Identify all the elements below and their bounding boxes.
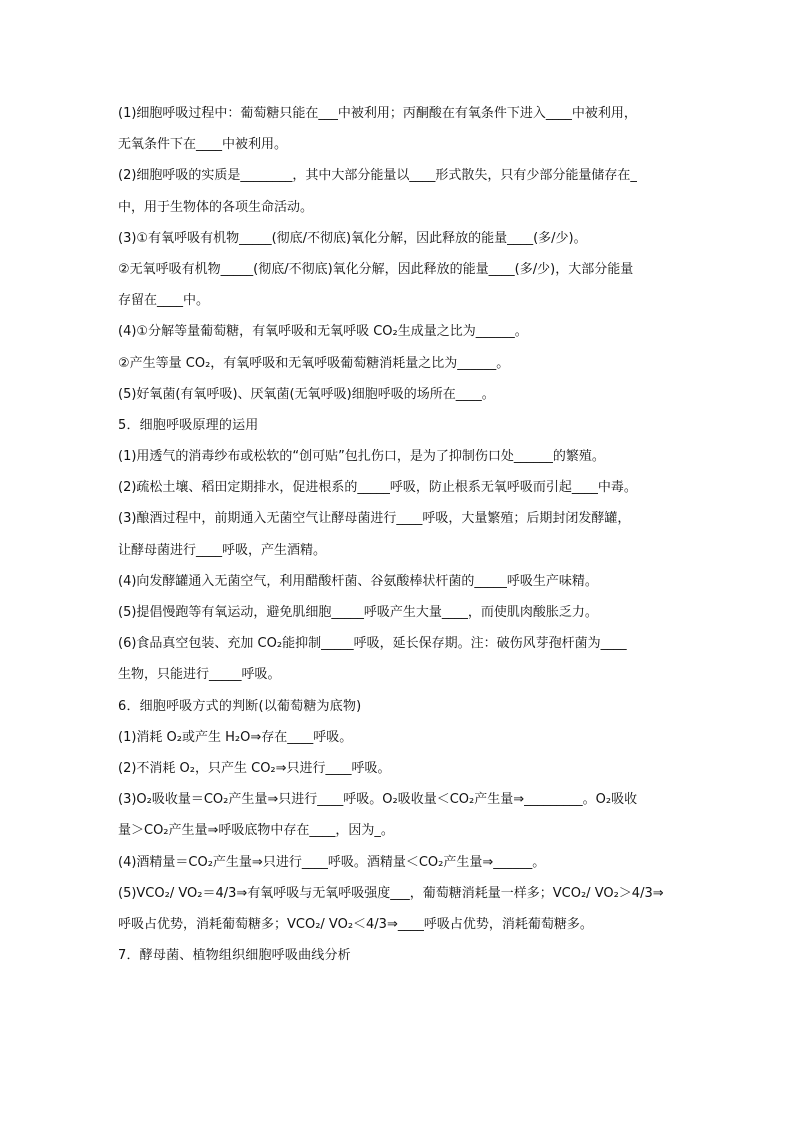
text-line: 存留在____中。 xyxy=(118,293,210,309)
text-line: 量＞CO₂产生量⇒呼吸底物中存在____，因为_。 xyxy=(118,823,394,839)
text-line: (5)VCO₂/ VO₂＝4/3⇒有氧呼吸与无氧呼吸强度___，葡萄糖消耗量一样多；VCO₂/ VO₂＞4/3⇒ xyxy=(118,885,664,901)
text-line: (4)向发酵罐通入无菌空气，利用醋酸杆菌、谷氨酸棒状杆菌的_____呼吸生产味精。 xyxy=(118,573,598,589)
text-line: ②无氧呼吸有机物_____(彻底/不彻底)氧化分解，因此释放的能量____(多/少)，大部分能量 xyxy=(118,261,634,277)
text-line: 让酵母菌进行____呼吸，产生酒精。 xyxy=(118,542,327,558)
text-line: ②产生等量 CO₂，有氧呼吸和无氧呼吸葡萄糖消耗量之比为______。 xyxy=(118,355,510,371)
text-line: (2)疏松土壤、稻田定期排水，促进根系的_____呼吸，防止根系无氧呼吸而引起____中毒。 xyxy=(118,480,637,496)
text-line: 生物，只能进行_____呼吸。 xyxy=(118,667,281,683)
section-heading: 5．细胞呼吸原理的运用 xyxy=(118,417,259,433)
text-line: (4)①分解等量葡萄糖，有氧呼吸和无氧呼吸 CO₂生成量之比为______。 xyxy=(118,324,528,340)
text-line: (4)酒精量＝CO₂产生量⇒只进行____呼吸。酒精量＜CO₂产生量⇒______。 xyxy=(118,854,546,870)
text-line: (2)细胞呼吸的实质是________，其中大部分能量以____形式散失，只有少部分能量储存在_ xyxy=(118,168,637,184)
text-line: 中，用于生物体的各项生命活动。 xyxy=(118,199,314,215)
text-line: (3)酿酒过程中，前期通入无菌空气让酵母菌进行____呼吸，大量繁殖；后期封闭发酵罐， xyxy=(118,511,631,527)
text-line: (2)不消耗 O₂，只产生 CO₂⇒只进行____呼吸。 xyxy=(118,760,391,776)
text-line: 呼吸占优势，消耗葡萄糖多；VCO₂/ VO₂＜4/3⇒____呼吸占优势，消耗葡萄糖多。 xyxy=(118,916,593,932)
text-line: (3)O₂吸收量＝CO₂产生量⇒只进行____呼吸。O₂吸收量＜CO₂产生量⇒_________。O₂吸收 xyxy=(118,792,638,808)
text-line: (1)细胞呼吸过程中：葡萄糖只能在___中被利用；丙酮酸在有氧条件下进入____中被利用， xyxy=(118,106,637,121)
document-body xyxy=(118,98,678,971)
text-line: (3)①有氧呼吸有机物_____(彻底/不彻底)氧化分解，因此释放的能量____(多/少)。 xyxy=(118,230,587,246)
text-line: (1)消耗 O₂或产生 H₂O⇒存在____呼吸。 xyxy=(118,729,353,745)
text-line: 无氧条件下在____中被利用。 xyxy=(118,137,288,153)
text-line: (1)用透气的消毒纱布或松软的“创可贴”包扎伤口，是为了抑制伤口处______的繁殖。 xyxy=(118,449,605,465)
text-line: (5)提倡慢跑等有氧运动，避免肌细胞_____呼吸产生大量____，而使肌肉酸胀乏力。 xyxy=(118,605,598,620)
section-heading: 7．酵母菌、植物组织细胞呼吸曲线分析 xyxy=(118,948,351,964)
text-line: (5)好氧菌(有氧呼吸)、厌氧菌(无氧呼吸)细胞呼吸的场所在____。 xyxy=(118,386,495,402)
section-heading: 6．细胞呼吸方式的判断(以葡萄糖为底物) xyxy=(118,698,362,714)
text-line: (6)食品真空包装、充加 CO₂能抑制_____呼吸，延长保存期。注：破伤风芽孢杆菌为____ xyxy=(118,636,627,652)
